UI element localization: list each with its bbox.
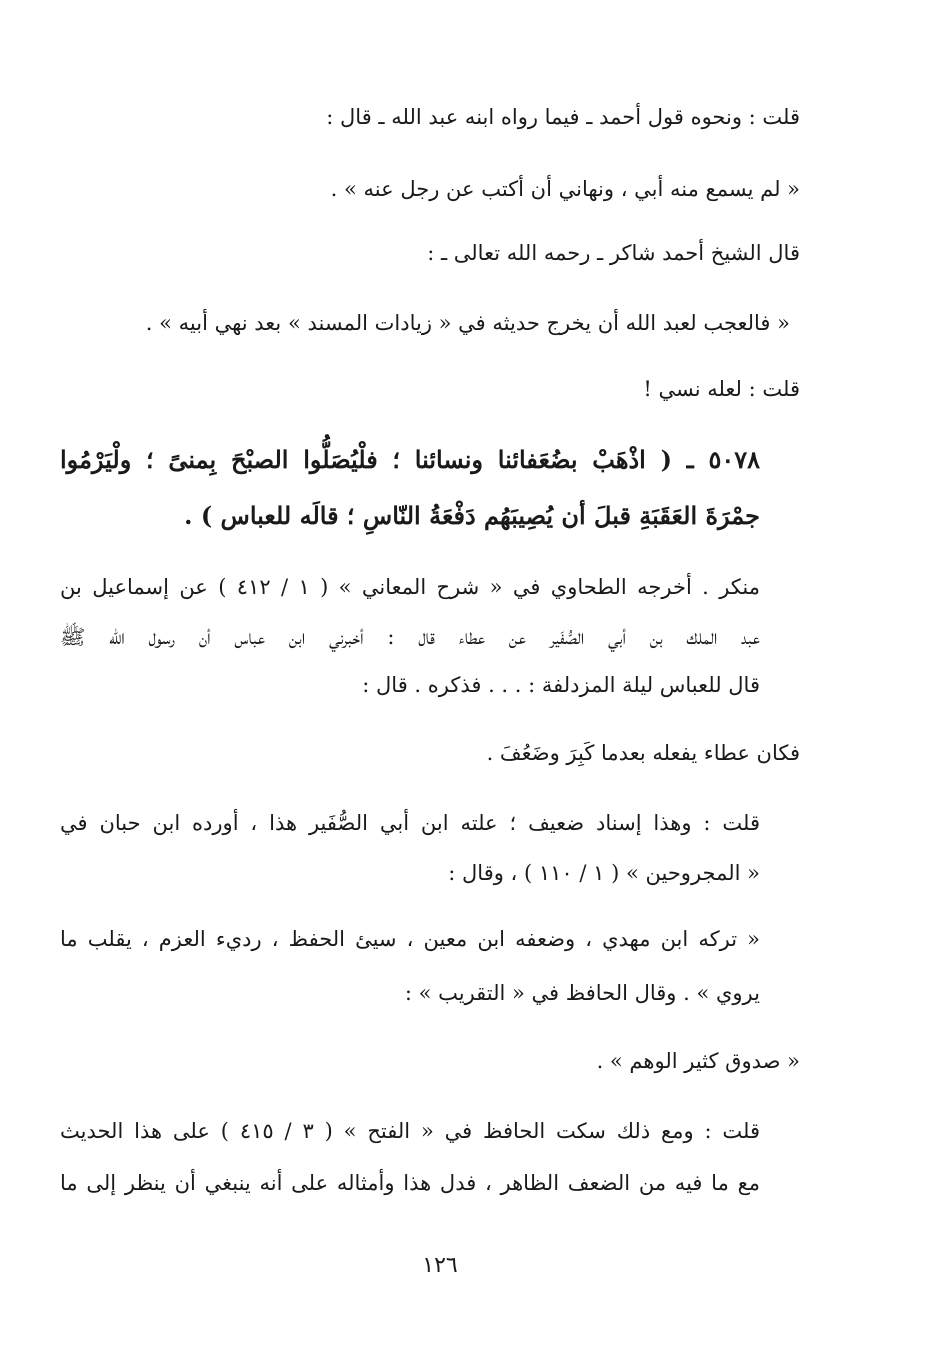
- takhrij-line: قال للعباس ليلة المزدلفة : . . . فذكره . قال :: [362, 673, 760, 697]
- hadith-heading-line: ٥٠٧٨ ـ ( اذْهَبْ بضُعَفائنا ونسائنا ؛ فلْيُصَلُّوا الصبْحَ بِمنىً ؛ ولْيَرْمُوا: [60, 445, 760, 474]
- page-number: ١٢٦: [422, 1253, 458, 1278]
- text-line: فكان عطاء يفعله بعدما كَبِرَ وضَعُفَ .: [486, 741, 800, 765]
- text-line: يروي » . وقال الحافظ في « التقريب » :: [404, 981, 760, 1005]
- text-line: « المجروحين » ( ١ / ١١٠ ) ، وقال :: [448, 861, 760, 885]
- quote-line: « فالعجب لعبد الله أن يخرج حديثه في « زيادات المسند » بعد نهي أبيه » .: [145, 311, 790, 335]
- takhrij-line: منكر . أخرجه الطحاوي في « شرح المعاني » ( ١ / ٤١٢ ) عن إسماعيل بن: [60, 575, 760, 599]
- takhrij-line: عبد الملك بن أبي الصُّفَير عن عطاء قال : أخبرني ابن عباس أن رسول الله ﷺ: [60, 625, 760, 649]
- text-line: قال الشيخ أحمد شاكر ـ رحمه الله تعالى ـ :: [427, 241, 800, 265]
- quote-line: « تركه ابن مهدي ، وضعفه ابن معين ، سيئ الحفظ ، رديء العزم ، يقلب ما: [60, 927, 760, 951]
- quote-line: « صدوق كثير الوهم » .: [596, 1049, 800, 1073]
- text-line: قلت : لعله نسي !: [643, 377, 800, 401]
- text-line: قلت : ونحوه قول أحمد ـ فيما رواه ابنه عبد الله ـ قال :: [326, 105, 800, 129]
- text-line: قلت : وهذا إسناد ضعيف ؛ علته ابن أبي الصُّفَير هذا ، أورده ابن حبان في: [60, 811, 760, 835]
- quote-line: « لم يسمع منه أبي ، ونهاني أن أكتب عن رجل عنه » .: [330, 177, 800, 201]
- text-line: قلت : ومع ذلك سكت الحافظ في « الفتح » ( ٣ / ٤١٥ ) على هذا الحديث: [60, 1119, 760, 1143]
- text-line: مع ما فيه من الضعف الظاهر ، فدل هذا وأمثاله على أنه ينبغي أن ينظر إلى ما: [60, 1171, 760, 1195]
- hadith-heading-line: جمْرَةَ العَقَبَةِ قبلَ أن يُصِيبَهُم دَفْعَةُ النّاسِ ؛ قالَه للعباس ) .: [184, 501, 760, 530]
